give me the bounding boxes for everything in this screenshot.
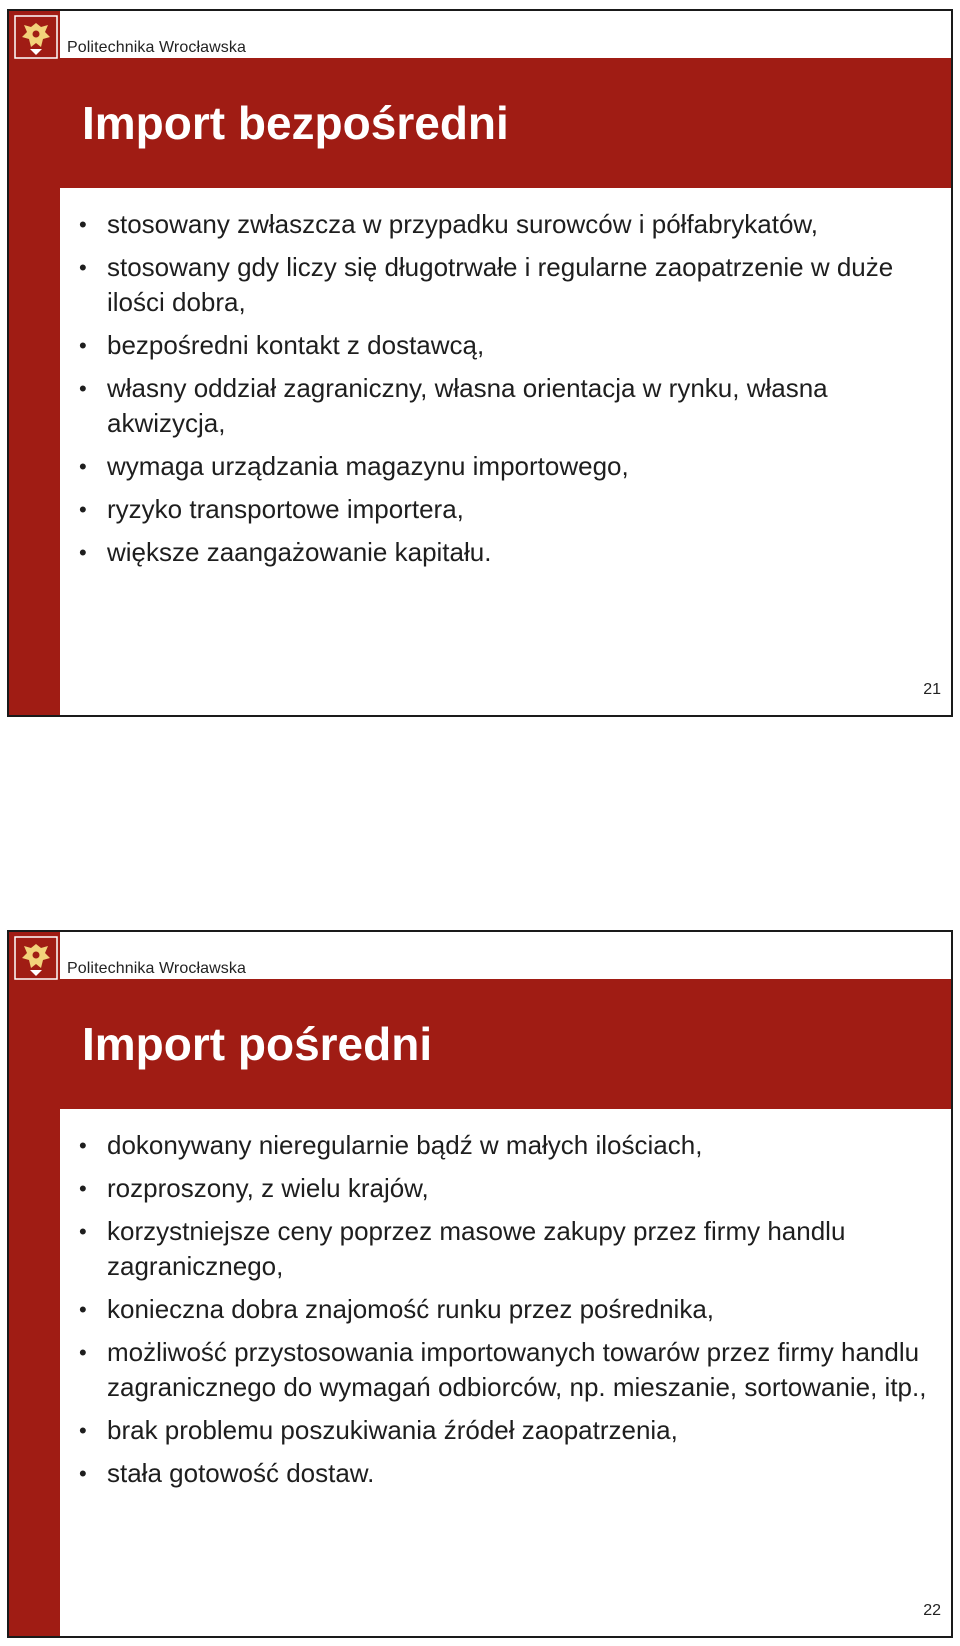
- bullet-list: [77, 207, 937, 578]
- slide-title: Import bezpośredni: [82, 97, 509, 149]
- bullet-item: • bezpośredni kontakt z dostawcą,: [77, 328, 937, 363]
- bullet-list: [77, 1128, 937, 1499]
- bullet-item: • rozproszony, z wielu krajów,: [77, 1171, 937, 1206]
- university-name: Politechnika Wrocławska: [67, 960, 246, 977]
- bullet-item: • większe zaangażowanie kapitału.: [77, 535, 937, 570]
- bullet-item: • dokonywany nieregularnie bądź w małych ilościach,: [77, 1128, 937, 1163]
- university-crest-icon: [14, 936, 58, 980]
- title-band: [60, 979, 951, 1109]
- bullet-item: • stosowany zwłaszcza w przypadku surowców i półfabrykatów,: [77, 207, 937, 242]
- slide-22: [7, 930, 953, 1638]
- slide-title: Import pośredni: [82, 1018, 433, 1070]
- bullet-item: • własny oddział zagraniczny, własna orientacja w rynku, własna akwizycja,: [77, 371, 937, 441]
- slide-21: [7, 9, 953, 717]
- left-brand-bar: [9, 932, 60, 1636]
- bullet-item: • wymaga urządzania magazynu importowego,: [77, 449, 937, 484]
- bullet-item: • korzystniejsze ceny poprzez masowe zakupy przez firmy handlu zagranicznego,: [77, 1214, 937, 1284]
- page-number: 22: [923, 1602, 941, 1619]
- bullet-item: • konieczna dobra znajomość runku przez pośrednika,: [77, 1292, 937, 1327]
- page-number: 21: [923, 681, 941, 698]
- university-crest-icon: [14, 15, 58, 59]
- bullet-item: • możliwość przystosowania importowanych towarów przez firmy handlu zagranicznego do wymagań odbiorców, np. mieszanie, sortowanie, itp.,: [77, 1335, 937, 1405]
- university-name: Politechnika Wrocławska: [67, 39, 246, 56]
- title-band: [60, 58, 951, 188]
- bullet-item: • brak problemu poszukiwania źródeł zaopatrzenia,: [77, 1413, 937, 1448]
- bullet-item: • ryzyko transportowe importera,: [77, 492, 937, 527]
- left-brand-bar: [9, 11, 60, 715]
- bullet-item: • stała gotowość dostaw.: [77, 1456, 937, 1491]
- bullet-item: • stosowany gdy liczy się długotrwałe i regularne zaopatrzenie w duże ilości dobra,: [77, 250, 937, 320]
